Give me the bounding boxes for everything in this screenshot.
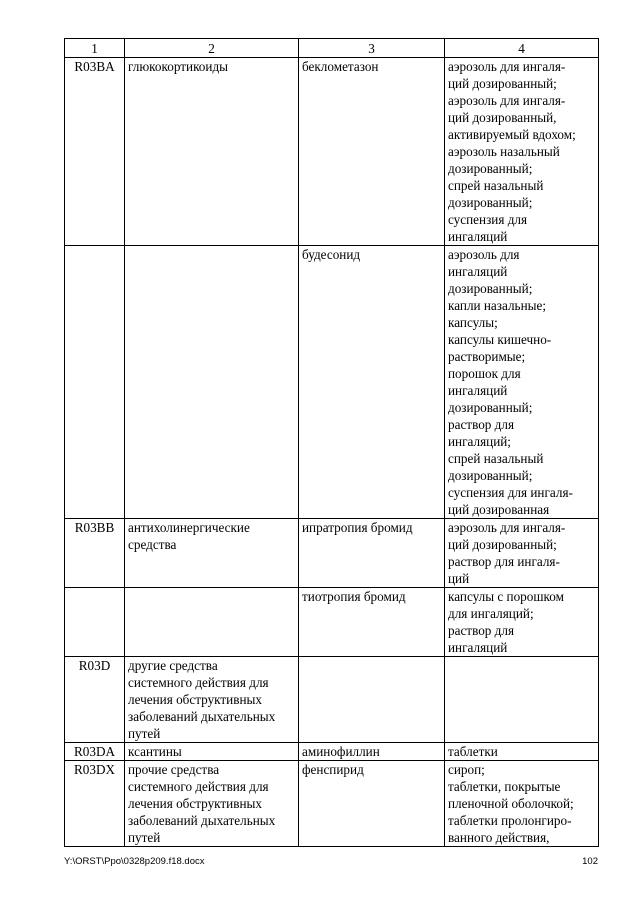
drug-name-cell: тиотропия бромид [299, 588, 445, 657]
dosage-form-line: ингаляций [448, 383, 508, 398]
dosage-form-line: аэрозоль для ингаля- [448, 59, 566, 74]
drug-name-cell: фенспирид [299, 761, 445, 847]
dosage-form-line: дозированный; [448, 281, 533, 296]
dosage-form-line: пленочной оболочкой; [448, 796, 574, 811]
atc-code-cell: R03DA [65, 743, 125, 761]
table-row [65, 519, 599, 588]
dosage-form-line: ванного действия, [448, 830, 550, 845]
dosage-form-line: активируемый вдохом; [448, 127, 576, 142]
group-name-cell [125, 743, 299, 761]
group-name-line: путей [128, 726, 161, 741]
dosage-forms-cell [445, 657, 599, 743]
drug-name-cell: аминофиллин [299, 743, 445, 761]
dosage-form-line: порошок для [448, 366, 521, 381]
dosage-form-line: суспензия для [448, 212, 528, 227]
group-name-cell [125, 761, 299, 847]
table-row [65, 657, 599, 743]
group-name-line: системного действия для [128, 675, 269, 690]
group-name-line: антихолинергические [128, 520, 250, 535]
atc-code-cell: R03BB [65, 519, 125, 588]
dosage-form-line: таблетки пролонгиро- [448, 813, 572, 828]
column-header: 4 [445, 39, 599, 58]
dosage-form-line: аэрозоль назальный [448, 144, 560, 159]
atc-code-cell [65, 246, 125, 519]
drug-classification-table [64, 38, 599, 847]
dosage-form-line: ингаляций [448, 640, 508, 655]
dosage-form-line: спрей назальный [448, 178, 544, 193]
footer-file-path: Y:\ORST\Ppo\0328p209.f18.docx [64, 856, 205, 867]
dosage-form-line: капсулы; [448, 315, 498, 330]
dosage-form-line: раствор для [448, 417, 515, 432]
dosage-form-line: ций дозированный; [448, 537, 557, 552]
dosage-form-line: дозированный; [448, 400, 533, 415]
table-header-row [65, 39, 599, 58]
atc-code-cell: R03D [65, 657, 125, 743]
dosage-form-line: ингаляций; [448, 434, 511, 449]
dosage-form-line: таблетки, покрытые [448, 779, 561, 794]
column-header: 2 [125, 39, 299, 58]
dosage-form-line: растворимые; [448, 349, 526, 364]
group-name-line: другие средства [128, 658, 218, 673]
table-row [65, 246, 599, 519]
group-name-line: лечения обструктивных [128, 692, 262, 707]
table-body [65, 58, 599, 847]
table-row [65, 588, 599, 657]
dosage-form-line: таблетки [448, 744, 498, 759]
table-row [65, 58, 599, 246]
group-name-cell [125, 588, 299, 657]
group-name-cell [125, 519, 299, 588]
group-name-line: лечения обструктивных [128, 796, 262, 811]
group-name-line: ксантины [128, 744, 182, 759]
group-name-line: заболеваний дыхательных [128, 813, 276, 828]
drug-name-cell: беклометазон [299, 58, 445, 246]
dosage-form-line: капсулы кишечно- [448, 332, 552, 347]
dosage-form-line: аэрозоль для ингаля- [448, 93, 566, 108]
atc-code-cell: R03BA [65, 58, 125, 246]
dosage-form-line: аэрозоль для ингаля- [448, 520, 566, 535]
dosage-forms-cell [445, 761, 599, 847]
dosage-form-line: ингаляций [448, 264, 508, 279]
dosage-form-line: суспензия для ингаля- [448, 485, 573, 500]
drug-name-cell: будесонид [299, 246, 445, 519]
table-row [65, 743, 599, 761]
dosage-forms-cell [445, 58, 599, 246]
atc-code-cell: R03DX [65, 761, 125, 847]
dosage-form-line: раствор для ингаля- [448, 554, 560, 569]
group-name-line: путей [128, 830, 161, 845]
dosage-form-line: дозированный; [448, 195, 533, 210]
column-header: 1 [65, 39, 125, 58]
dosage-form-line: ций дозированный; [448, 76, 557, 91]
dosage-forms-cell [445, 246, 599, 519]
table-row [65, 761, 599, 847]
dosage-form-line: дозированный; [448, 468, 533, 483]
group-name-line: средства [128, 537, 177, 552]
drug-name-cell [299, 657, 445, 743]
group-name-line: глюкокортикоиды [128, 59, 229, 74]
group-name-cell [125, 246, 299, 519]
group-name-line: заболеваний дыхательных [128, 709, 276, 724]
atc-code-cell [65, 588, 125, 657]
group-name-line: системного действия для [128, 779, 269, 794]
dosage-forms-cell [445, 588, 599, 657]
dosage-form-line: сироп; [448, 762, 485, 777]
column-header: 3 [299, 39, 445, 58]
dosage-form-line: спрей назальный [448, 451, 544, 466]
dosage-form-line: раствор для [448, 623, 515, 638]
group-name-cell [125, 58, 299, 246]
dosage-form-line: аэрозоль для [448, 247, 520, 262]
dosage-form-line: дозированный; [448, 161, 533, 176]
dosage-form-line: для ингаляций; [448, 606, 534, 621]
dosage-forms-cell [445, 743, 599, 761]
dosage-form-line: ингаляций [448, 229, 508, 244]
dosage-form-line: ций дозированный, [448, 110, 557, 125]
dosage-form-line: капсулы с порошком [448, 589, 564, 604]
group-name-cell [125, 657, 299, 743]
dosage-form-line: капли назальные; [448, 298, 546, 313]
dosage-form-line: ций дозированная [448, 502, 550, 517]
drug-name-cell: ипратропия бромид [299, 519, 445, 588]
dosage-forms-cell [445, 519, 599, 588]
group-name-line: прочие средства [128, 762, 220, 777]
footer-page-number: 102 [582, 856, 598, 867]
dosage-form-line: ций [448, 571, 470, 586]
